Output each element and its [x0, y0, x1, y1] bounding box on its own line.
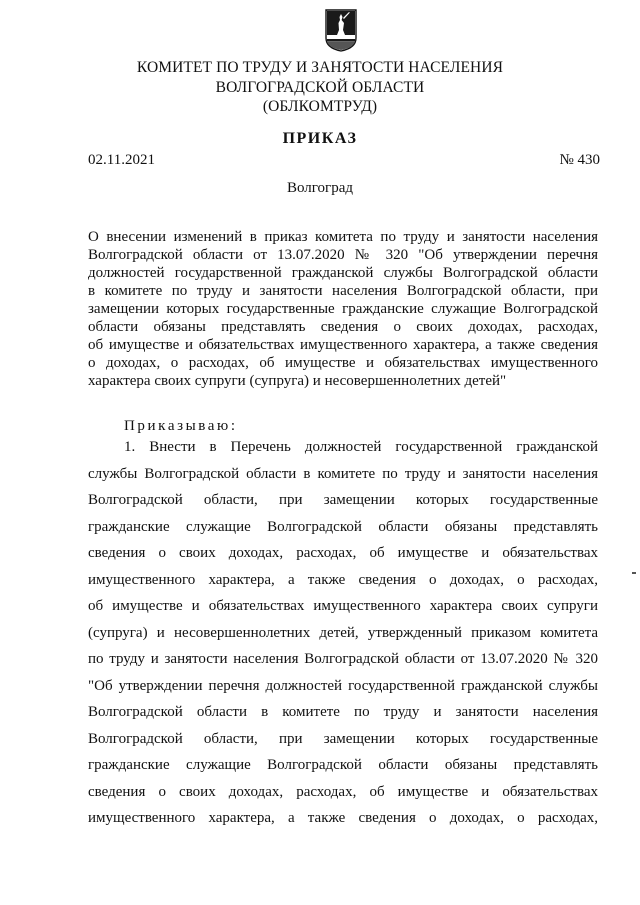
body-line: имущественного характера, а также сведения о доходах, о расходах, [88, 810, 598, 826]
body-line: Волгоградской области в комитете по труду и занятости населения [88, 704, 598, 720]
subject-line: характера своих супруги (супруга) и несовершеннолетних детей" [88, 373, 507, 389]
body-line: гражданские служащие Волгоградской области обязаны представлять [88, 518, 598, 535]
subject-line: об имуществе и обязательствах имущественного характера, а также сведения [88, 337, 598, 353]
document-number: № 430 [559, 152, 600, 168]
subject-line: о доходах, о расходах, об имуществе и обязательствах имущественного [88, 355, 598, 371]
organization-name-line1: КОМИТЕТ ПО ТРУДУ И ЗАНЯТОСТИ НАСЕЛЕНИЯ [136, 59, 504, 76]
body-line: имущественного характера, а также сведения о доходах, о расходах, [88, 571, 598, 588]
body-line: сведения о своих доходах, расходах, об имуществе и обязательствах [88, 783, 598, 800]
document-type-title: ПРИКАЗ [282, 130, 358, 147]
subject-line: должностей государственной гражданской службы Волгоградской области [88, 265, 598, 281]
subject-line: замещении которых государственные гражданские служащие Волгоградской [88, 301, 598, 317]
body-line: службы Волгоградской области в комитете по труду и занятости населения [88, 465, 598, 482]
document-date: 02.11.2021 [88, 152, 155, 168]
body-line: гражданские служащие Волгоградской области обязаны представлять [88, 757, 598, 773]
body-line: Волгоградской области, при замещении которых государственные [88, 492, 598, 508]
body-line: по труду и занятости населения Волгоградской области от 13.07.2020 № 320 [88, 651, 598, 667]
body-line: "Об утверждении перечня должностей государственной гражданской службы [88, 677, 598, 694]
body-line: 1. Внести в Перечень должностей государственной гражданской [124, 439, 598, 455]
body-line: Волгоградской области, при замещении которых государственные [88, 730, 598, 747]
body-line: (супруга) и несовершеннолетних детей, утвержденный приказом комитета [88, 624, 598, 641]
subject-line: в комитете по труду и занятости населения Волгоградской области, при [88, 283, 598, 299]
subject-line: Волгоградской области от 13.07.2020 № 320 "Об утверждении перечня [88, 247, 598, 263]
order-directive-word: Приказываю: [124, 418, 238, 434]
document-subject [88, 228, 598, 390]
margin-mark [632, 572, 636, 574]
document-city: Волгоград [286, 180, 353, 196]
subject-line: О внесении изменений в приказ комитета по труду и занятости населения [88, 229, 598, 245]
subject-line: области обязаны представлять сведения о своих доходах, расходах, [88, 319, 598, 335]
organization-abbreviation: (ОБЛКОМТРУД) [262, 98, 378, 115]
organization-name-line2: ВОЛГОГРАДСКОЙ ОБЛАСТИ [215, 79, 425, 96]
body-line: об имуществе и обязательствах имущественного характера своих супруги [88, 598, 598, 614]
volgograd-coat-of-arms-icon [324, 8, 358, 52]
body-line: сведения о своих доходах, расходах, об имуществе и обязательствах [88, 545, 598, 561]
order-body [88, 434, 598, 832]
